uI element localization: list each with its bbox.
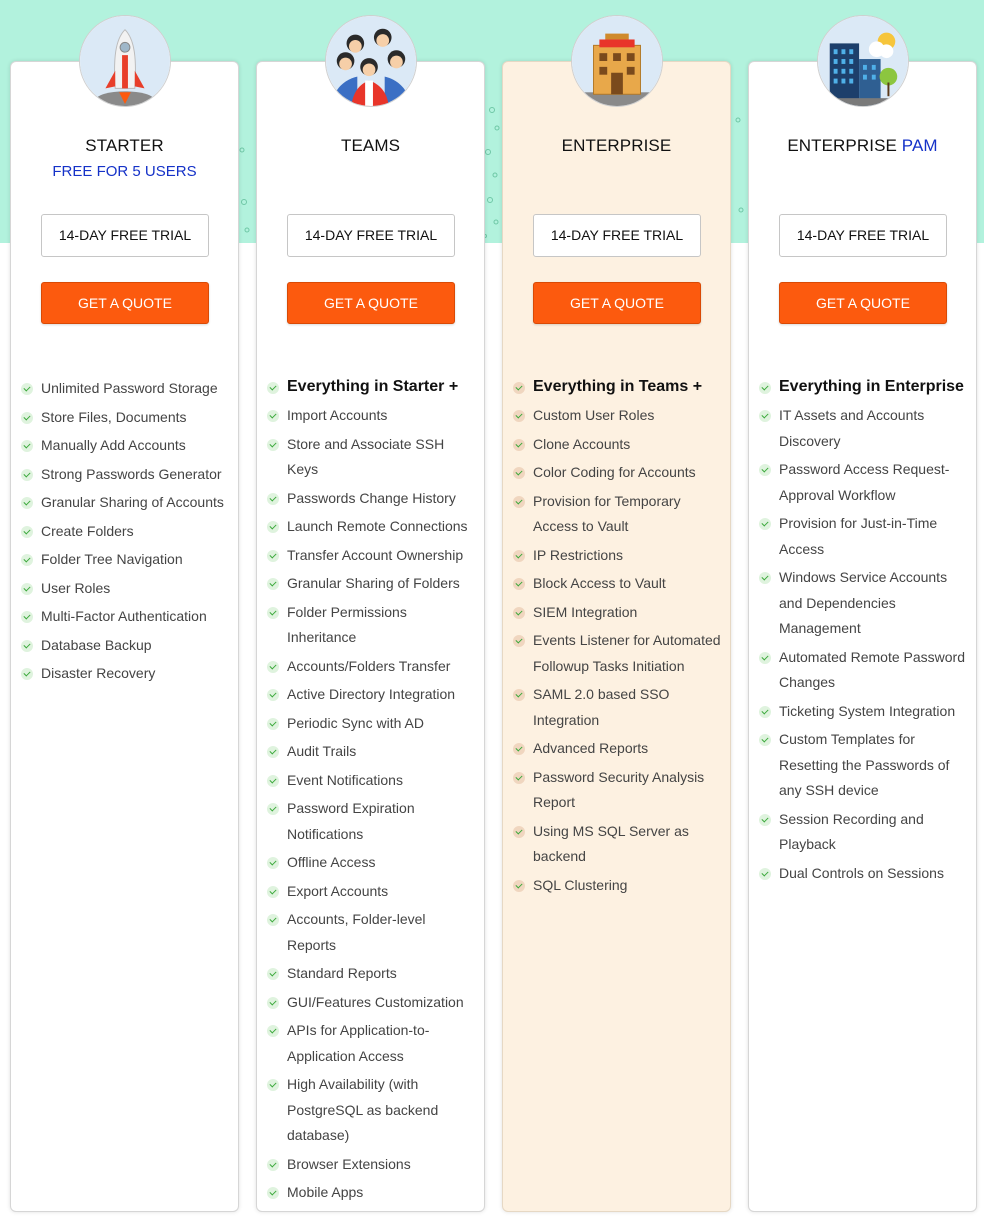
check-icon: [267, 803, 279, 815]
list-item: Export Accounts: [267, 879, 476, 905]
list-item: Session Recording and Playback: [759, 807, 968, 858]
plan-card-starter: [10, 61, 239, 1212]
plan-card-enterprise: [502, 61, 731, 1212]
list-item: Unlimited Password Storage: [21, 376, 230, 402]
list-item: Offline Access: [267, 850, 476, 876]
check-icon: [21, 497, 33, 509]
list-item: Advanced Reports: [513, 736, 722, 762]
check-icon: [267, 521, 279, 533]
list-item: Events Listener for Automated Followup Tasks Initiation: [513, 628, 722, 679]
list-item: Audit Trails: [267, 739, 476, 765]
list-item: GUI/Features Customization: [267, 990, 476, 1016]
get-quote-button[interactable]: GET A QUOTE: [779, 282, 947, 324]
list-item: Accounts, Folder-level Reports: [267, 907, 476, 958]
get-quote-button[interactable]: GET A QUOTE: [41, 282, 209, 324]
check-icon: [267, 857, 279, 869]
list-item: SAML 2.0 based SSO Integration: [513, 682, 722, 733]
feature-list-header: Everything in Enterprise: [759, 374, 968, 400]
plan-card-enterprise-pam: [748, 61, 977, 1212]
list-item: SIEM Integration: [513, 600, 722, 626]
list-item: Using MS SQL Server as backend: [513, 819, 722, 870]
list-item: Granular Sharing of Folders: [267, 571, 476, 597]
list-item: Active Directory Integration: [267, 682, 476, 708]
check-icon: [759, 410, 771, 422]
check-icon: [513, 635, 525, 647]
check-icon: [513, 550, 525, 562]
check-icon: [513, 496, 525, 508]
list-item: Manually Add Accounts: [21, 433, 230, 459]
check-icon: [267, 746, 279, 758]
check-icon: [21, 583, 33, 595]
list-item: Folder Permissions Inheritance: [267, 600, 476, 651]
list-item: Dual Controls on Sessions: [759, 861, 968, 887]
city-skyscraper-icon: [817, 15, 909, 107]
check-icon: [513, 578, 525, 590]
check-icon: [267, 718, 279, 730]
check-icon: [267, 493, 279, 505]
check-icon: [21, 640, 33, 652]
get-quote-button[interactable]: GET A QUOTE: [287, 282, 455, 324]
check-icon: [21, 526, 33, 538]
feature-list: [759, 374, 968, 889]
check-icon: [759, 518, 771, 530]
check-icon: [21, 440, 33, 452]
check-icon: [513, 467, 525, 479]
check-icon: [267, 410, 279, 422]
plan-title: ENTERPRISE PAM: [787, 136, 938, 155]
free-trial-button[interactable]: 14-DAY FREE TRIAL: [41, 214, 209, 257]
list-item: Color Coding for Accounts: [513, 460, 722, 486]
check-icon: [21, 668, 33, 680]
list-item: Granular Sharing of Accounts: [21, 490, 230, 516]
check-icon: [759, 706, 771, 718]
list-item: Provision for Temporary Access to Vault: [513, 489, 722, 540]
check-icon: [759, 814, 771, 826]
free-trial-button[interactable]: 14-DAY FREE TRIAL: [533, 214, 701, 257]
rocket-icon: [79, 15, 171, 107]
free-trial-button[interactable]: 14-DAY FREE TRIAL: [779, 214, 947, 257]
list-item: Strong Passwords Generator: [21, 462, 230, 488]
check-icon: [759, 382, 771, 394]
check-icon: [513, 607, 525, 619]
check-icon: [267, 550, 279, 562]
check-icon: [513, 772, 525, 784]
check-icon: [21, 554, 33, 566]
list-item: Create Folders: [21, 519, 230, 545]
list-item: Launch Remote Connections: [267, 514, 476, 540]
feature-list-header: Everything in Starter +: [267, 374, 476, 400]
list-item: Clone Accounts: [513, 432, 722, 458]
check-icon: [267, 997, 279, 1009]
check-icon: [21, 611, 33, 623]
feature-list: [513, 374, 722, 901]
list-item: Disaster Recovery: [21, 661, 230, 687]
check-icon: [513, 880, 525, 892]
feature-list: [267, 374, 476, 1209]
check-icon: [267, 968, 279, 980]
list-item: Password Security Analysis Report: [513, 765, 722, 816]
feature-list-header: Everything in Teams +: [513, 374, 722, 400]
list-item: Accounts/Folders Transfer: [267, 654, 476, 680]
list-item: Ticketing System Integration: [759, 699, 968, 725]
check-icon: [759, 868, 771, 880]
list-item: Standard Reports: [267, 961, 476, 987]
check-icon: [513, 689, 525, 701]
list-item: High Availability (with PostgreSQL as backend database): [267, 1072, 476, 1149]
list-item: Password Access Request-Approval Workflow: [759, 457, 968, 508]
team-people-icon: [325, 15, 417, 107]
free-trial-button[interactable]: 14-DAY FREE TRIAL: [287, 214, 455, 257]
check-icon: [267, 775, 279, 787]
list-item: Provision for Just-in-Time Access: [759, 511, 968, 562]
list-item: Folder Tree Navigation: [21, 547, 230, 573]
check-icon: [267, 661, 279, 673]
list-item: Passwords Change History: [267, 486, 476, 512]
list-item: Store Files, Documents: [21, 405, 230, 431]
check-icon: [759, 572, 771, 584]
check-icon: [267, 1187, 279, 1199]
list-item: Windows Service Accounts and Dependencies Management: [759, 565, 968, 642]
plan-subtitle: FREE FOR 5 USERS: [52, 163, 197, 180]
check-icon: [513, 743, 525, 755]
list-item: Password Expiration Notifications: [267, 796, 476, 847]
list-item: IT Assets and Accounts Discovery: [759, 403, 968, 454]
check-icon: [267, 439, 279, 451]
list-item: Custom Templates for Resetting the Passwords of any SSH device: [759, 727, 968, 804]
list-item: IP Restrictions: [513, 543, 722, 569]
list-item: Block Access to Vault: [513, 571, 722, 597]
check-icon: [267, 689, 279, 701]
check-icon: [267, 1159, 279, 1171]
check-icon: [759, 464, 771, 476]
list-item: Periodic Sync with AD: [267, 711, 476, 737]
check-icon: [267, 1079, 279, 1091]
check-icon: [513, 826, 525, 838]
list-item: Import Accounts: [267, 403, 476, 429]
check-icon: [267, 607, 279, 619]
check-icon: [267, 382, 279, 394]
check-icon: [267, 1025, 279, 1037]
check-icon: [267, 914, 279, 926]
list-item: Automated Remote Password Changes: [759, 645, 968, 696]
check-icon: [267, 886, 279, 898]
plan-title: STARTER: [85, 136, 164, 155]
list-item: Multi-Factor Authentication: [21, 604, 230, 630]
check-icon: [513, 439, 525, 451]
check-icon: [513, 382, 525, 394]
list-item: Event Notifications: [267, 768, 476, 794]
office-building-icon: [571, 15, 663, 107]
check-icon: [759, 734, 771, 746]
list-item: User Roles: [21, 576, 230, 602]
list-item: Custom User Roles: [513, 403, 722, 429]
check-icon: [21, 412, 33, 424]
plan-title: ENTERPRISE: [561, 136, 672, 155]
list-item: Mobile Apps: [267, 1180, 476, 1206]
list-item: Transfer Account Ownership: [267, 543, 476, 569]
list-item: APIs for Application-to-Application Access: [267, 1018, 476, 1069]
check-icon: [759, 652, 771, 664]
check-icon: [21, 469, 33, 481]
plan-card-teams: [256, 61, 485, 1212]
list-item: Store and Associate SSH Keys: [267, 432, 476, 483]
plan-title: TEAMS: [340, 136, 401, 155]
check-icon: [513, 410, 525, 422]
get-quote-button[interactable]: GET A QUOTE: [533, 282, 701, 324]
list-item: Database Backup: [21, 633, 230, 659]
feature-list: [21, 376, 230, 690]
list-item: SQL Clustering: [513, 873, 722, 899]
check-icon: [21, 383, 33, 395]
list-item: Browser Extensions: [267, 1152, 476, 1178]
check-icon: [267, 578, 279, 590]
